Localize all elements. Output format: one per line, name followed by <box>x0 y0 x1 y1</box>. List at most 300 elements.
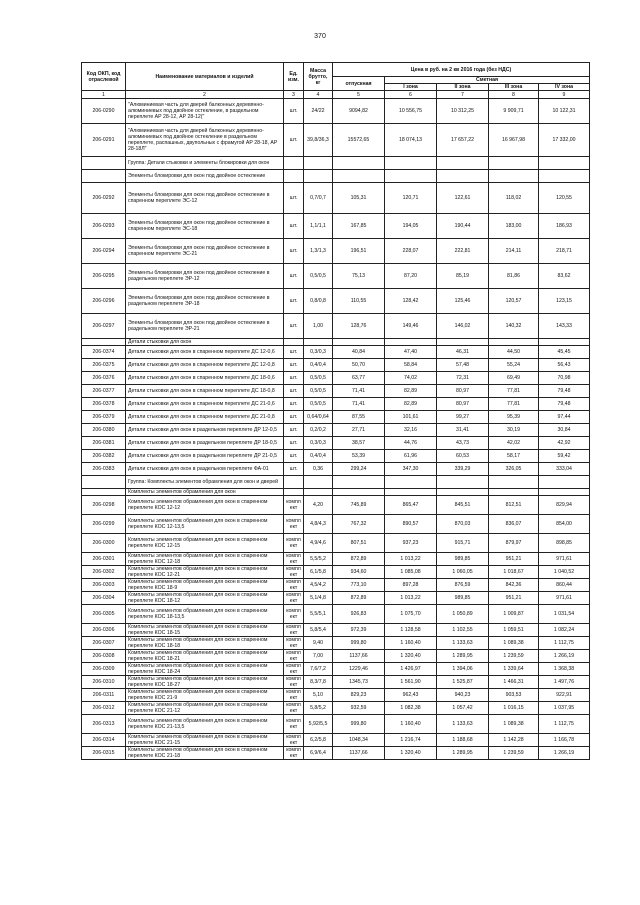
price-zone-1: 87,20 <box>385 264 437 289</box>
price-zone-4: 42,92 <box>539 437 590 450</box>
price-zone-1: 1 216,74 <box>385 734 437 747</box>
price-zone-3: 42,02 <box>489 437 539 450</box>
item-mass: 5,8/5,4 <box>304 624 333 637</box>
price-zone-4: 1 266,19 <box>539 650 590 663</box>
price-zone-4: 829,94 <box>539 496 590 515</box>
price-zone-4: 1 368,38 <box>539 663 590 676</box>
empty-cell <box>385 476 437 489</box>
price-zone-4: 56,43 <box>539 359 590 372</box>
item-name: Детали стыковки для окон в спаренном переплете ДС 21-0,6 <box>126 398 284 411</box>
item-name: Комплекты элементов обрамления для окон в спаренном переплете КОС 18-9 <box>126 579 284 592</box>
item-unit: компл ект <box>284 534 304 553</box>
column-index: 7 <box>437 91 489 99</box>
price-zone-4: 10 122,31 <box>539 99 590 124</box>
empty-cell <box>304 339 333 346</box>
item-mass: 4,8/4,3 <box>304 515 333 534</box>
empty-cell <box>437 489 489 496</box>
item-code: 206-0299 <box>82 515 126 534</box>
price-release: 745,89 <box>333 496 385 515</box>
item-mass: 0,5/0,5 <box>304 372 333 385</box>
item-unit: шт. <box>284 99 304 124</box>
item-unit: шт. <box>284 437 304 450</box>
price-zone-1: 228,07 <box>385 239 437 264</box>
item-code: 206-0379 <box>82 411 126 424</box>
price-zone-3: 1 239,59 <box>489 747 539 760</box>
item-unit: шт. <box>284 398 304 411</box>
price-zone-2: 1 525,87 <box>437 676 489 689</box>
empty-cell <box>385 489 437 496</box>
price-zone-2: 122,61 <box>437 183 489 214</box>
item-code: 206-0381 <box>82 437 126 450</box>
price-zone-2: 1 060,05 <box>437 566 489 579</box>
table-row <box>82 566 590 579</box>
price-zone-3: 120,57 <box>489 289 539 314</box>
item-unit: шт. <box>284 264 304 289</box>
price-release: 1229,46 <box>333 663 385 676</box>
item-code: 206-0304 <box>82 592 126 605</box>
price-zone-3: 951,21 <box>489 592 539 605</box>
column-index: 4 <box>304 91 333 99</box>
group-title: Группа: Комплекты элементов обрамления для окон и дверей <box>126 476 284 489</box>
item-unit: компл ект <box>284 702 304 715</box>
price-zone-1: 18 074,13 <box>385 124 437 157</box>
item-name: Детали стыковки для окон в раздельном переплете ДР 18-0,5 <box>126 437 284 450</box>
item-name: Элементы блокировки для окон под двойное остекление в раздельном переплете ЭР-21 <box>126 314 284 339</box>
item-unit: компл ект <box>284 624 304 637</box>
table-row <box>82 702 590 715</box>
empty-cell <box>437 157 489 170</box>
price-zone-4: 1 112,75 <box>539 637 590 650</box>
table-row <box>82 99 590 124</box>
item-unit: компл ект <box>284 637 304 650</box>
price-release: 872,89 <box>333 553 385 566</box>
empty-cell <box>304 476 333 489</box>
price-zone-4: 922,91 <box>539 689 590 702</box>
column-index-row <box>82 91 590 99</box>
header-zone-3: III зона <box>489 84 539 91</box>
price-zone-3: 951,21 <box>489 553 539 566</box>
price-release: 40,84 <box>333 346 385 359</box>
empty-cell <box>333 339 385 346</box>
item-code: 206-0314 <box>82 734 126 747</box>
header-price-group: Цена в руб. на 2 кв 2016 года (без НДС) <box>333 63 590 77</box>
item-name: Элементы блокировки для окон под двойное остекление в раздельном переплете ЭР-12 <box>126 264 284 289</box>
header-mass: Масса брутто, кг <box>304 63 333 91</box>
price-zone-1: 32,16 <box>385 424 437 437</box>
item-name: Комплекты элементов обрамления для окон в спаренном переплете КОС 21-13,5 <box>126 715 284 734</box>
table-row <box>82 747 590 760</box>
price-zone-1: 1 320,40 <box>385 747 437 760</box>
table-row <box>82 239 590 264</box>
price-zone-2: 60,53 <box>437 450 489 463</box>
item-mass: 0,5/0,5 <box>304 264 333 289</box>
price-zone-3: 836,07 <box>489 515 539 534</box>
price-zone-3: 1 339,64 <box>489 663 539 676</box>
item-name: Элементы блокировки для окон под двойное остекление в спаренном переплете ЭС-21 <box>126 239 284 264</box>
item-unit: компл ект <box>284 553 304 566</box>
item-mass: 0,7/0,7 <box>304 183 333 214</box>
item-mass: 0,36 <box>304 463 333 476</box>
item-name: Элементы блокировки для окон под двойное остекление в раздельном переплете ЭР-18 <box>126 289 284 314</box>
price-zone-4: 120,55 <box>539 183 590 214</box>
price-zone-4: 333,04 <box>539 463 590 476</box>
empty-cell <box>539 489 590 496</box>
price-zone-1: 120,71 <box>385 183 437 214</box>
empty-cell <box>539 476 590 489</box>
price-release: 932,59 <box>333 702 385 715</box>
table-row <box>82 496 590 515</box>
price-zone-2: 1 050,89 <box>437 605 489 624</box>
item-name: Элементы блокировки для окон под двойное остекление в спаренном переплете ЭС-12 <box>126 183 284 214</box>
price-zone-2: 85,19 <box>437 264 489 289</box>
empty-cell <box>284 157 304 170</box>
price-zone-2: 125,46 <box>437 289 489 314</box>
empty-cell <box>489 157 539 170</box>
group-row <box>82 170 590 183</box>
item-code: 206-0290 <box>82 99 126 124</box>
price-zone-2: 339,29 <box>437 463 489 476</box>
column-index: 9 <box>539 91 590 99</box>
price-zone-2: 43,73 <box>437 437 489 450</box>
item-code: 206-0377 <box>82 385 126 398</box>
header-release-price: отпускная <box>333 77 385 91</box>
item-unit: компл ект <box>284 689 304 702</box>
item-code: 206-0306 <box>82 624 126 637</box>
item-name: Комплекты элементов обрамления для окон в спаренном переплете КОС 18-15 <box>126 624 284 637</box>
item-unit: шт. <box>284 214 304 239</box>
price-zone-1: 194,05 <box>385 214 437 239</box>
price-release: 767,32 <box>333 515 385 534</box>
item-name: Комплекты элементов обрамления для окон в спаренном переплете КОС 12-13,5 <box>126 515 284 534</box>
item-unit: компл ект <box>284 605 304 624</box>
price-zone-2: 1 289,95 <box>437 747 489 760</box>
price-zone-1: 101,61 <box>385 411 437 424</box>
item-mass: 5,92/5,5 <box>304 715 333 734</box>
price-zone-1: 1 561,90 <box>385 676 437 689</box>
price-zone-2: 1 394,06 <box>437 663 489 676</box>
header-estimate-price: Сметная <box>385 77 590 84</box>
price-zone-4: 1 266,19 <box>539 747 590 760</box>
price-zone-4: 123,15 <box>539 289 590 314</box>
price-zone-3: 30,19 <box>489 424 539 437</box>
price-release: 773,10 <box>333 579 385 592</box>
item-code: 206-0297 <box>82 314 126 339</box>
column-index: 1 <box>82 91 126 99</box>
item-mass: 6,9/6,4 <box>304 747 333 760</box>
item-name: Детали стыковки для окон в спаренном переплете ДС 18-0,8 <box>126 385 284 398</box>
item-code: 206-0376 <box>82 372 126 385</box>
price-zone-2: 1 133,63 <box>437 637 489 650</box>
price-zone-4: 1 166,78 <box>539 734 590 747</box>
price-zone-3: 1 009,87 <box>489 605 539 624</box>
price-zone-1: 1 085,08 <box>385 566 437 579</box>
table-row <box>82 398 590 411</box>
price-zone-2: 989,85 <box>437 592 489 605</box>
item-mass: 0,3/0,3 <box>304 437 333 450</box>
empty-cell <box>489 170 539 183</box>
item-code: 206-0315 <box>82 747 126 760</box>
item-name: Детали стыковки для окон в раздельном переплете ФА-01 <box>126 463 284 476</box>
price-zone-4: 83,62 <box>539 264 590 289</box>
item-unit: компл ект <box>284 515 304 534</box>
price-release: 807,51 <box>333 534 385 553</box>
price-zone-1: 47,40 <box>385 346 437 359</box>
item-code: 206-0292 <box>82 183 126 214</box>
table-row <box>82 346 590 359</box>
price-zone-4: 1 082,24 <box>539 624 590 637</box>
item-unit: шт. <box>284 359 304 372</box>
item-unit: шт. <box>284 346 304 359</box>
column-index: 3 <box>284 91 304 99</box>
empty-cell <box>539 339 590 346</box>
price-release: 999,80 <box>333 637 385 650</box>
empty-cell <box>385 157 437 170</box>
price-release: 167,85 <box>333 214 385 239</box>
header-unit: Ед. изм. <box>284 63 304 91</box>
empty-cell <box>333 476 385 489</box>
price-zone-1: 1 160,40 <box>385 715 437 734</box>
price-zone-3: 77,81 <box>489 398 539 411</box>
price-release: 38,57 <box>333 437 385 450</box>
price-zone-2: 80,97 <box>437 385 489 398</box>
price-zone-2: 57,48 <box>437 359 489 372</box>
item-name: Комплекты элементов обрамления для окон в спаренном переплете КОС 21-15 <box>126 734 284 747</box>
price-zone-4: 17 332,00 <box>539 124 590 157</box>
table-row <box>82 605 590 624</box>
price-zone-1: 1 426,97 <box>385 663 437 676</box>
item-unit: компл ект <box>284 579 304 592</box>
table-row <box>82 592 590 605</box>
price-zone-1: 1 128,58 <box>385 624 437 637</box>
price-release: 872,89 <box>333 592 385 605</box>
price-release: 926,83 <box>333 605 385 624</box>
item-mass: 6,2/5,8 <box>304 734 333 747</box>
price-zone-1: 82,89 <box>385 398 437 411</box>
item-mass: 0,5/0,5 <box>304 398 333 411</box>
item-mass: 1,1/1,1 <box>304 214 333 239</box>
price-zone-2: 876,59 <box>437 579 489 592</box>
price-release: 71,41 <box>333 385 385 398</box>
price-zone-3: 1 142,28 <box>489 734 539 747</box>
price-zone-3: 1 018,67 <box>489 566 539 579</box>
table-row <box>82 424 590 437</box>
empty-cell <box>333 489 385 496</box>
price-table <box>81 62 590 760</box>
item-mass: 1,00 <box>304 314 333 339</box>
table-row <box>82 579 590 592</box>
price-release: 75,13 <box>333 264 385 289</box>
price-zone-3: 44,50 <box>489 346 539 359</box>
table-row <box>82 624 590 637</box>
item-unit: компл ект <box>284 496 304 515</box>
group-title: Элементы блокировки для окон под двойное остекление <box>126 170 284 183</box>
item-name: Комплекты элементов обрамления для окон в спаренном переплете КОС 18-18 <box>126 637 284 650</box>
table-row <box>82 715 590 734</box>
price-release: 63,77 <box>333 372 385 385</box>
price-zone-3: 55,24 <box>489 359 539 372</box>
item-code: 206-0294 <box>82 239 126 264</box>
price-release: 1137,66 <box>333 747 385 760</box>
item-mass: 5,1/4,8 <box>304 592 333 605</box>
price-zone-3: 812,51 <box>489 496 539 515</box>
price-zone-1: 1 320,40 <box>385 650 437 663</box>
item-name: Детали стыковки для окон в спаренном переплете ДС 21-0,8 <box>126 411 284 424</box>
item-mass: 7,00 <box>304 650 333 663</box>
price-release: 15572,65 <box>333 124 385 157</box>
table-row <box>82 411 590 424</box>
item-name: Детали стыковки для окон в раздельном переплете ДР 21-0,5 <box>126 450 284 463</box>
price-zone-1: 347,30 <box>385 463 437 476</box>
item-name: Комплекты элементов обрамления для окон в спаренном переплете КОС 18-13,5 <box>126 605 284 624</box>
empty-cell <box>489 489 539 496</box>
group-row <box>82 476 590 489</box>
price-zone-4: 70,98 <box>539 372 590 385</box>
item-name: Детали стыковки для окон в спаренном переплете ДС 12-0,8 <box>126 359 284 372</box>
empty-cell <box>284 170 304 183</box>
price-zone-3: 9 909,71 <box>489 99 539 124</box>
item-mass: 9,40 <box>304 637 333 650</box>
price-zone-1: 1 082,38 <box>385 702 437 715</box>
item-name: Комплекты элементов обрамления для окон в спаренном переплете КОС 12-15 <box>126 534 284 553</box>
item-mass: 24/22 <box>304 99 333 124</box>
table-row <box>82 650 590 663</box>
empty-cell <box>284 489 304 496</box>
empty-cell <box>539 170 590 183</box>
price-zone-3: 81,86 <box>489 264 539 289</box>
price-zone-4: 1 040,52 <box>539 566 590 579</box>
empty-cell <box>489 476 539 489</box>
group-row <box>82 489 590 496</box>
item-unit: компл ект <box>284 650 304 663</box>
item-mass: 5,5/5,2 <box>304 553 333 566</box>
table-row <box>82 264 590 289</box>
price-zone-1: 1 075,70 <box>385 605 437 624</box>
item-mass: 0,2/0,2 <box>304 424 333 437</box>
empty-cell <box>333 170 385 183</box>
table-row <box>82 314 590 339</box>
price-release: 1048,34 <box>333 734 385 747</box>
item-code: 206-0300 <box>82 534 126 553</box>
price-zone-1: 44,76 <box>385 437 437 450</box>
price-zone-2: 190,44 <box>437 214 489 239</box>
item-unit: шт. <box>284 239 304 264</box>
item-name: Комплекты элементов обрамления для окон в спаренном переплете КОС 12-21 <box>126 566 284 579</box>
table-row <box>82 450 590 463</box>
price-zone-1: 937,23 <box>385 534 437 553</box>
price-release: 196,51 <box>333 239 385 264</box>
column-index: 8 <box>489 91 539 99</box>
price-release: 50,70 <box>333 359 385 372</box>
item-mass: 5,5/5,1 <box>304 605 333 624</box>
price-zone-3: 58,17 <box>489 450 539 463</box>
price-zone-3: 214,11 <box>489 239 539 264</box>
item-mass: 0,64/0,64 <box>304 411 333 424</box>
price-zone-2: 1 289,95 <box>437 650 489 663</box>
item-name: Комплекты элементов обрамления для окон в спаренном переплете КОС 21-9 <box>126 689 284 702</box>
price-zone-1: 897,28 <box>385 579 437 592</box>
item-name: Детали стыковки для окон в спаренном переплете ДС 18-0,6 <box>126 372 284 385</box>
item-name: Детали стыковки для окон в спаренном переплете ДС 12-0,6 <box>126 346 284 359</box>
item-mass: 0,4/0,4 <box>304 450 333 463</box>
item-name: Комплекты элементов обрамления для окон в спаренном переплете КОС 18-21 <box>126 650 284 663</box>
price-zone-4: 971,61 <box>539 592 590 605</box>
price-zone-1: 1 013,22 <box>385 553 437 566</box>
price-release: 972,39 <box>333 624 385 637</box>
header-zone-1: I зона <box>385 84 437 91</box>
price-zone-4: 1 031,54 <box>539 605 590 624</box>
item-mass: 4,20 <box>304 496 333 515</box>
header-zone-4: IV зона <box>539 84 590 91</box>
item-code: 206-0305 <box>82 605 126 624</box>
empty-cell <box>437 476 489 489</box>
price-zone-3: 903,53 <box>489 689 539 702</box>
price-zone-3: 879,97 <box>489 534 539 553</box>
empty-cell <box>437 170 489 183</box>
price-zone-1: 10 556,75 <box>385 99 437 124</box>
empty-cell <box>284 476 304 489</box>
item-code: 206-0291 <box>82 124 126 157</box>
item-unit: шт. <box>284 450 304 463</box>
column-index: 2 <box>126 91 284 99</box>
price-zone-4: 59,42 <box>539 450 590 463</box>
item-code: 206-0310 <box>82 676 126 689</box>
item-unit: компл ект <box>284 592 304 605</box>
price-release: 27,71 <box>333 424 385 437</box>
price-zone-4: 1 037,95 <box>539 702 590 715</box>
price-zone-4: 854,00 <box>539 515 590 534</box>
price-release: 299,24 <box>333 463 385 476</box>
item-mass: 0,4/0,4 <box>304 359 333 372</box>
item-mass: 4,5/4,2 <box>304 579 333 592</box>
price-zone-4: 898,85 <box>539 534 590 553</box>
price-zone-2: 80,97 <box>437 398 489 411</box>
table-row <box>82 183 590 214</box>
group-row <box>82 157 590 170</box>
price-zone-2: 222,81 <box>437 239 489 264</box>
price-zone-3: 1 059,51 <box>489 624 539 637</box>
table-row <box>82 437 590 450</box>
empty-cell <box>304 170 333 183</box>
price-zone-3: 140,32 <box>489 314 539 339</box>
item-code: 206-0375 <box>82 359 126 372</box>
price-zone-4: 1 497,76 <box>539 676 590 689</box>
price-zone-1: 61,96 <box>385 450 437 463</box>
price-release: 934,60 <box>333 566 385 579</box>
table-row <box>82 676 590 689</box>
price-release: 999,80 <box>333 715 385 734</box>
price-release: 9094,82 <box>333 99 385 124</box>
item-unit: шт. <box>284 183 304 214</box>
item-unit: компл ект <box>284 566 304 579</box>
item-name: Комплекты элементов обрамления для окон в спаренном переплете КОС 12-18 <box>126 553 284 566</box>
price-zone-3: 16 967,98 <box>489 124 539 157</box>
header-name: Наименование материалов и изделий <box>126 63 284 91</box>
empty-cell <box>539 157 590 170</box>
price-zone-3: 842,36 <box>489 579 539 592</box>
price-zone-2: 10 312,25 <box>437 99 489 124</box>
empty-cell <box>284 339 304 346</box>
price-zone-1: 1 160,40 <box>385 637 437 650</box>
price-zone-1: 128,42 <box>385 289 437 314</box>
price-release: 71,41 <box>333 398 385 411</box>
item-code: 206-0313 <box>82 715 126 734</box>
price-zone-3: 183,00 <box>489 214 539 239</box>
item-mass: 0,8/0,8 <box>304 289 333 314</box>
item-unit: шт. <box>284 424 304 437</box>
item-name: Комплекты элементов обрамления для окон в спаренном переплете КОС 12-12 <box>126 496 284 515</box>
price-zone-1: 74,02 <box>385 372 437 385</box>
header-zone-2: II зона <box>437 84 489 91</box>
